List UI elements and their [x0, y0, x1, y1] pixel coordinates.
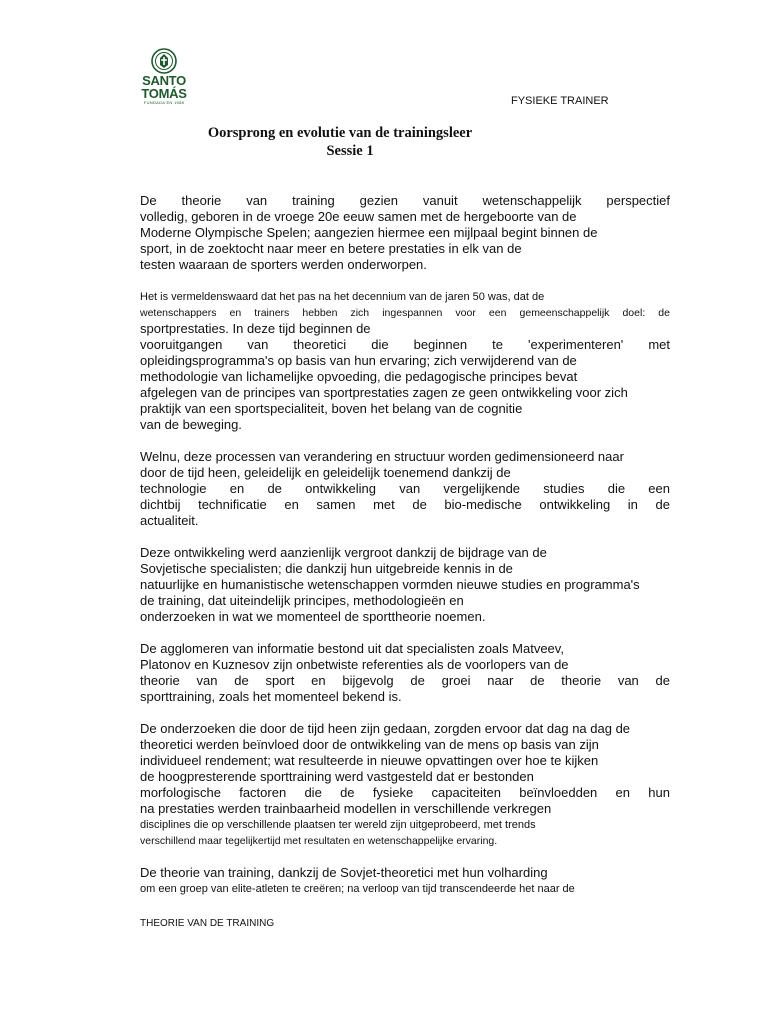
text-line: praktijk van een sportspecialiteit, boven het belang van de cognitie	[140, 401, 523, 416]
text-line: Het is vermeldenswaard dat het pas na het decennium van de jaren 50 was, dat de	[140, 291, 545, 303]
text-line: disciplines die op verschillende plaatsen ter wereld zijn uitgeprobeerd, met trends	[140, 819, 536, 831]
text-line: Sovjetische specialisten; die dankzij hun uitgebreide kennis in de	[140, 561, 513, 576]
session-title: Sessie 1	[326, 143, 374, 159]
page-footer: THEORIE VAN DE TRAINING	[140, 918, 275, 929]
text-line: de hoogpresterende sporttraining werd vastgesteld dat er bestonden	[140, 769, 534, 784]
text-line: natuurlijke en humanistische wetenschappen vormden nieuwe studies en programma's	[140, 577, 640, 592]
text-line: om een groep van elite-atleten te creëren; na verloop van tijd transcendeerde het naar de	[140, 883, 575, 895]
text-line: van de beweging.	[140, 417, 242, 432]
text-line: afgelegen van de principes van sportprestaties zagen ze geen ontwikkeling voor zich	[140, 385, 628, 400]
text-line: volledig, geboren in de vroege 20e eeuw samen met de hergeboorte van de	[140, 209, 577, 224]
paragraph-6	[140, 721, 670, 849]
text-line: De theorie van training, dankzij de Sovjet-theoretici met hun volharding	[140, 865, 548, 880]
text-line: dichtbij technificatie en samen met de bio-medische ontwikkeling in de	[140, 497, 670, 512]
text-line: onderzoeken in wat we momenteel de sporttheorie noemen.	[140, 609, 486, 624]
paragraph-1	[140, 193, 670, 273]
text-line: technologie en de ontwikkeling van vergelijkende studies die een	[140, 481, 670, 496]
text-line: De onderzoeken die door de tijd heen zijn gedaan, zorgden ervoor dat dag na dag de	[140, 721, 631, 736]
text-line: actualiteit.	[140, 513, 199, 528]
text-line: Platonov en Kuznesov zijn onbetwiste referenties als de voorlopers van de	[140, 657, 569, 672]
document-body	[140, 193, 670, 913]
text-line: De agglomeren van informatie bestond uit dat specialisten zoals Matveev,	[140, 641, 564, 656]
paragraph-3	[140, 449, 670, 529]
text-line: door de tijd heen, geleidelijk en geleidelijk toenemend dankzij de	[140, 465, 511, 480]
header-label: FYSIEKE TRAINER	[511, 95, 609, 107]
text-line: na prestaties werden trainbaarheid modellen in verschillende verkregen	[140, 801, 552, 816]
logo-line-1: SANTO	[142, 73, 186, 88]
document-title: Oorsprong en evolutie van de trainingsleer	[207, 125, 473, 141]
logo-line-2: TOMÁS	[141, 86, 187, 101]
text-line: morfologische factoren die de fysieke capaciteiten beïnvloedden en hun	[140, 785, 670, 800]
paragraph-4	[140, 545, 670, 625]
text-line: opleidingsprogramma's op basis van hun ervaring; zich verwijderend van de	[140, 353, 577, 368]
seal-icon	[151, 48, 177, 74]
text-line: sporttraining, zoals het momenteel bekend is.	[140, 689, 402, 704]
logo-tagline: FUNDADA EN 1588	[143, 100, 185, 105]
text-line: Deze ontwikkeling werd aanzienlijk vergroot dankzij de bijdrage van de	[140, 545, 547, 560]
text-line: De theorie van training gezien vanuit wetenschappelijk perspectief	[140, 193, 670, 208]
text-line: verschillend maar tegelijkertijd met resultaten en wetenschappelijke ervaring.	[140, 835, 498, 847]
paragraph-2	[140, 289, 670, 433]
text-line: wetenschappers en trainers hebben zich ingespannen voor een gemeenschappelijk doel: de	[140, 307, 670, 319]
text-line: vooruitgangen van theoretici die beginnen te 'experimenteren' met	[140, 337, 670, 352]
text-line: sportprestaties. In deze tijd beginnen de	[140, 321, 371, 336]
text-line: individueel rendement; wat resulteerde in nieuwe opvattingen over hoe te kijken	[140, 753, 599, 768]
text-line: sport, in de zoektocht naar meer en betere prestaties in elk van de	[140, 241, 522, 256]
text-line: methodologie van lichamelijke opvoeding, die pedagogische principes bevat	[140, 369, 578, 384]
text-line: de training, dat uiteindelijk principes, methodologieën en	[140, 593, 464, 608]
paragraph-7	[140, 865, 670, 897]
text-line: theorie van de sport en bijgevolg de groei naar de theorie van de	[140, 673, 670, 688]
text-line: Welnu, deze processen van verandering en structuur worden gedimensioneerd naar	[140, 449, 624, 464]
paragraph-5	[140, 641, 670, 705]
text-line: testen waaraan de sporters werden onderworpen.	[140, 257, 427, 272]
text-line: Moderne Olympische Spelen; aangezien hiermee een mijlpaal begint binnen de	[140, 225, 598, 240]
text-line: theoretici werden beïnvloed door de ontwikkeling van de mens op basis van zijn	[140, 737, 599, 752]
university-logo	[140, 48, 188, 118]
